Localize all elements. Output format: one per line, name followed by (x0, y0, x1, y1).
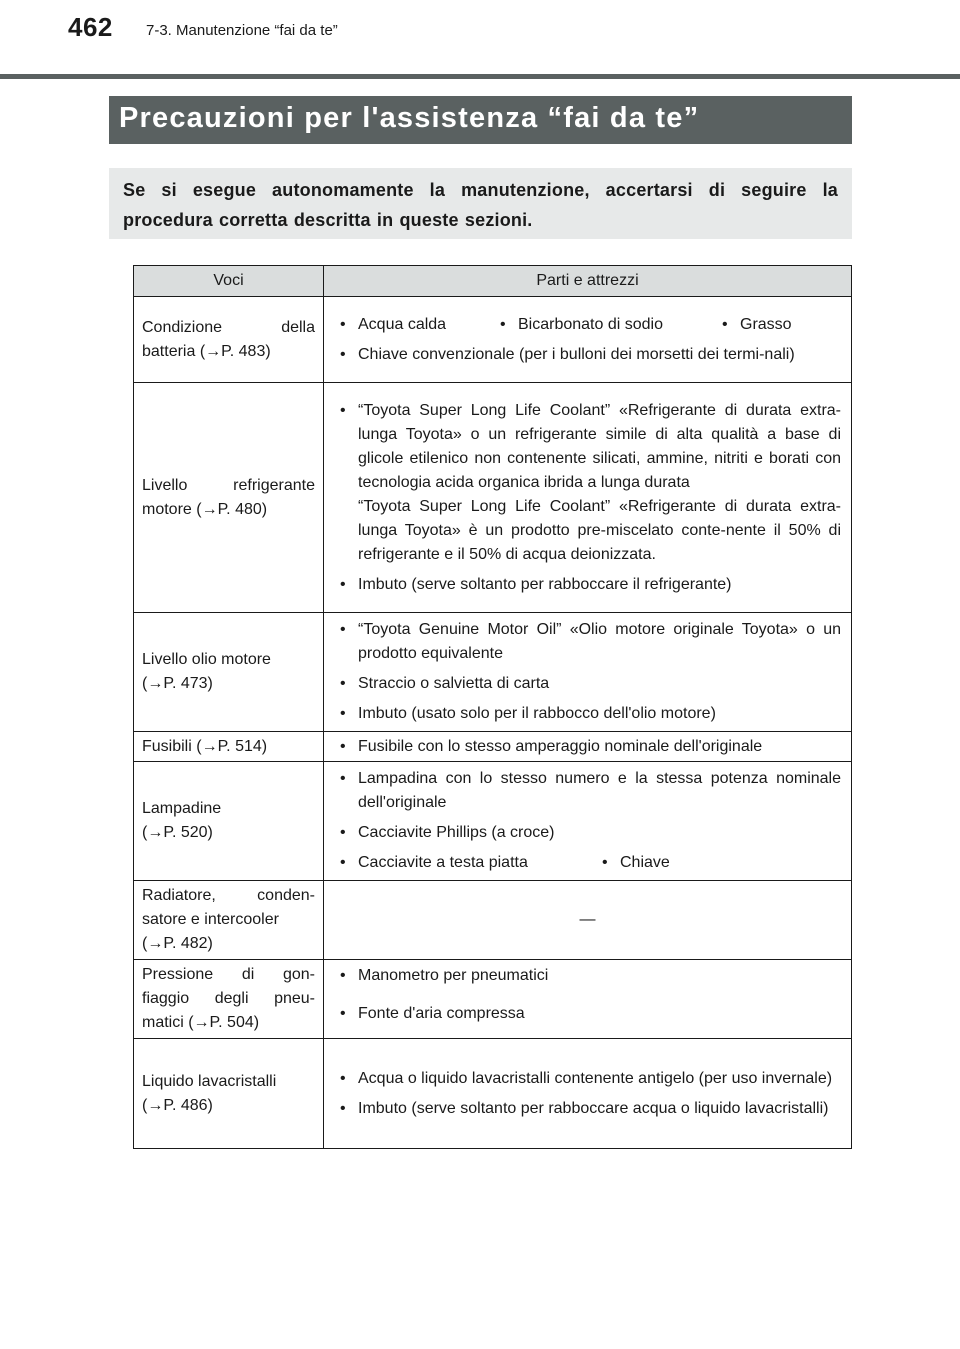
item-cell (134, 881, 324, 960)
table-row (134, 960, 852, 1039)
column-header-items: Voci (134, 266, 324, 297)
item-label: (→P. 486) (142, 1096, 213, 1114)
list-item: • Manometro per pneumatici (334, 964, 841, 988)
list-item: • Imbuto (usato solo per il rabbocco dell'olio motore) (334, 702, 841, 726)
list-item: • Imbuto (serve soltanto per rabboccare acqua o liquido lavacristalli) (334, 1097, 841, 1121)
parts-cell (324, 383, 852, 613)
list-item: • Fonte d'aria compressa (334, 1002, 841, 1026)
table-row (134, 297, 852, 383)
list-item: • Chiave (602, 851, 670, 875)
coolant-spec: • “Toyota Super Long Life Coolant” «Refrigerante di durata extra-lunga Toyota» o un refrigerante simile di alta qualità a base di glicole etilenico non contenente silicati, ammine, nitriti e borati con tecnologia acida organica ibrida a lunga durata (358, 401, 841, 491)
parts-cell (324, 960, 852, 1039)
item-cell (134, 732, 324, 762)
list-item: • Imbuto (serve soltanto per rabboccare il refrigerante) (334, 573, 841, 597)
intro-text: Se si esegue autonomamente la manutenzione, accertarsi di seguire la procedura corretta descritta in queste sezioni. (123, 180, 838, 230)
page-number: 462 (68, 12, 113, 42)
section-title: 7-3. Manutenzione “fai da te” (146, 22, 338, 39)
item-label: Livello olio motore (142, 651, 271, 668)
item-cell (134, 383, 324, 613)
parts-cell (324, 613, 852, 732)
item-cell (134, 613, 324, 732)
list-item: • Acqua calda (340, 313, 500, 337)
parts-cell (324, 297, 852, 383)
item-label: matici (→P. 504) (142, 1014, 260, 1031)
item-cell (134, 960, 324, 1039)
title-banner (109, 96, 852, 144)
item-label: Condizione della (142, 318, 315, 336)
empty-dash: — (579, 911, 596, 928)
list-item: • Cacciavite a testa piatta (340, 851, 602, 875)
parts-cell (324, 1039, 852, 1149)
table-header-row (134, 266, 852, 297)
list-item: • Chiave convenzionale (per i bulloni dei morsetti dei termi-nali) (334, 343, 841, 367)
page-title: Precauzioni per l'assistenza “fai da te” (119, 102, 700, 134)
item-label: (→P. 482) (142, 935, 213, 952)
item-label: (→P. 473) (142, 675, 213, 692)
item-label: Livello refrigerante (142, 476, 315, 494)
inline-parts-list (334, 851, 841, 875)
item-cell (134, 297, 324, 383)
item-cell (134, 1039, 324, 1149)
intro-box (109, 168, 852, 239)
coolant-note: “Toyota Super Long Life Coolant” «Refrigerante di durata extra-lunga Toyota» è un prodotto pre-miscelato conte-nente il 50% di refrigerante e il 50% di acqua deionizzata. (358, 497, 841, 563)
inline-parts-list (334, 313, 841, 337)
list-item: • “Toyota Genuine Motor Oil” «Olio motore originale Toyota» o un prodotto equivalente (334, 618, 841, 666)
list-item: • Grasso (722, 313, 792, 337)
item-label: satore e intercooler (142, 911, 279, 928)
item-label: motore (→P. 480) (142, 500, 268, 518)
list-item: • Bicarbonato di sodio (500, 313, 722, 337)
item-label: fiaggio degli pneu- (142, 990, 315, 1007)
table-row (134, 881, 852, 960)
item-cell (134, 762, 324, 881)
item-label: (→P. 520) (142, 824, 213, 841)
parts-cell (324, 732, 852, 762)
item-label: Liquido lavacristalli (142, 1072, 277, 1090)
list-item: • Fusibile con lo stesso amperaggio nominale dell'originale (334, 735, 841, 759)
parts-table (133, 265, 852, 1149)
column-header-parts: Parti e attrezzi (324, 266, 852, 297)
table-row (134, 613, 852, 732)
item-label: Lampadine (142, 800, 222, 817)
list-item: • Lampadina con lo stesso numero e la stessa potenza nominale dell'originale (334, 767, 841, 815)
table-row (134, 762, 852, 881)
table-row (134, 383, 852, 613)
item-label: Radiatore, conden- (142, 887, 315, 904)
list-item: • Straccio o salvietta di carta (334, 672, 841, 696)
page-header (0, 0, 960, 80)
item-label: batteria (→P. 483) (142, 342, 271, 360)
parts-cell (324, 881, 852, 960)
table-row (134, 1039, 852, 1149)
header-rule (0, 74, 960, 79)
list-item: • Cacciavite Phillips (a croce) (334, 821, 841, 845)
parts-cell (324, 762, 852, 881)
item-label: Fusibili (→P. 514) (142, 737, 268, 755)
table-row (134, 732, 852, 762)
list-item (334, 399, 841, 567)
list-item: • Acqua o liquido lavacristalli contenente antigelo (per uso invernale) (334, 1067, 841, 1091)
item-label: Pressione di gon- (142, 966, 315, 983)
